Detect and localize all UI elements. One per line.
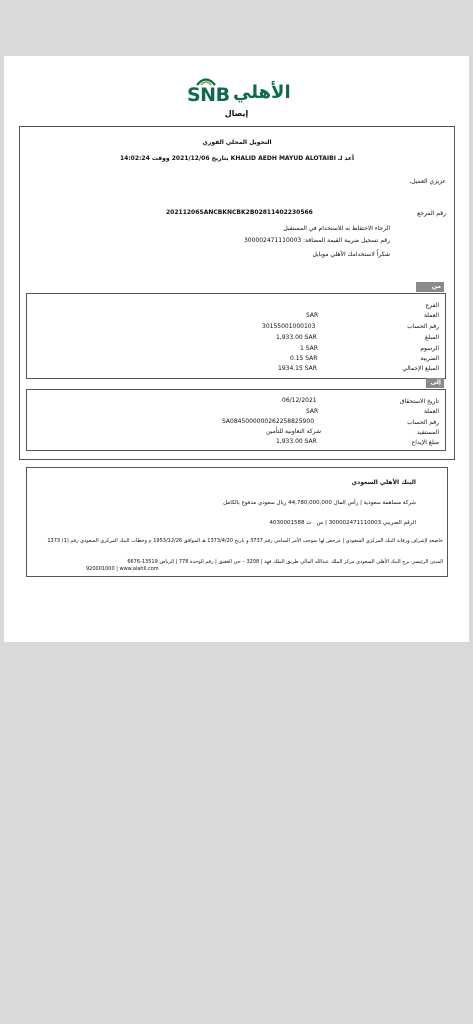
from-account-value: 30155001000103 (262, 323, 316, 330)
footer-phone-web: 920001000 | www.alahli.com (86, 566, 159, 572)
from-amount-value: 1,933.00 SAR (276, 334, 317, 341)
to-currency-label: العملة (423, 408, 439, 415)
from-total-label: المبلغ الإجمالي (402, 365, 439, 372)
greeting: عزيزي العميل، (409, 178, 446, 185)
vat-line: رقم تسجيل ضريبة القيمة المضافة: 300002471110003 (243, 237, 390, 244)
to-due-date-value: 06/12/2021 (282, 397, 317, 404)
footer-bank-name: البنك الأهلي السعودي (351, 479, 416, 486)
footer-license: خاضعة لإشراف ورقابة البنك المركزي السعودي | مرخص لها بموجب الأمر السامي رقم 3737 و تاريخ 1373/4/20 هـ الموافق 1953/12/26 م وخطاب البنك المركزي السعودي رقم (1) 1373 (47, 538, 443, 544)
logo-brand-text: SNB (187, 84, 230, 106)
from-currency-label: العملة (423, 312, 439, 319)
to-deposit-label: مبلغ الإيداع (411, 439, 439, 446)
to-due-date-label: تاريخ الاستحقاق (399, 398, 439, 405)
bank-footer (26, 467, 448, 577)
reference-label: رقم المرجع (417, 210, 446, 217)
to-box (26, 389, 446, 451)
reference-value: 20211206SANCBKNCBK2B02811402230566 (166, 209, 313, 216)
from-total-value: 1934.15 SAR (278, 365, 317, 372)
from-box (26, 293, 446, 379)
footer-capital: شركة مساهمة سعودية | رأس المال 44,780,000,000 ريال سعودي مدفوع بالكامل (223, 500, 416, 506)
receipt-page (4, 56, 469, 642)
footer-tax-cr: الرقم الضريبي 300002471110003 | س . ت 4030001588 (269, 520, 416, 526)
to-header (426, 378, 444, 388)
from-currency-value: SAR (306, 312, 319, 319)
thanks-note: شكراً لاستخدامك الأهلي موبايل (312, 251, 390, 258)
transfer-details-panel (19, 126, 455, 460)
from-tax-value: 0.15 SAR (290, 355, 318, 362)
footer-address: المبنى الرئيسي برج البنك الأهلي السعودي مركز الملك عبدالله المالي طريق الملك فهد | 3208 – حي العقيق | رقم الوحدة 778 | الرياض 13519-6676 (127, 559, 443, 565)
keep-note: الرجاء الاحتفاظ به للاستخدام في المستقبل (283, 225, 390, 232)
from-header (416, 282, 444, 292)
receipt-title: إيصال (224, 109, 249, 118)
transfer-title: التحويل المحلي الفوري (202, 139, 272, 146)
snb-logo (181, 76, 291, 106)
to-header-label: إلى (430, 379, 441, 386)
from-amount-label: المبلغ (425, 334, 439, 341)
to-beneficiary-value: شركة التعاونية للتأمين (266, 428, 321, 435)
from-account-label: رقم الحساب (407, 323, 439, 330)
to-account-value: SA0845000000262258825900 (222, 418, 315, 425)
from-header-label: من (431, 283, 441, 290)
from-fees-value: 1 SAR (300, 345, 318, 352)
recipient-line: أعد لـ KHALID AEDH MAYUD ALOTAIBI بتاريخ 2021/12/06 ووقت 14:02:24 (119, 155, 355, 162)
to-deposit-value: 1,933.00 SAR (276, 438, 317, 445)
logo-arabic-text: الأهلي (233, 82, 291, 103)
from-branch-label: الفرع (425, 302, 439, 309)
to-currency-value: SAR (306, 408, 319, 415)
from-tax-label: الضريبة (420, 355, 439, 362)
to-beneficiary-label: المستفيد (416, 429, 439, 436)
to-account-label: رقم الحساب (407, 419, 439, 426)
from-fees-label: الرسوم (420, 345, 439, 352)
